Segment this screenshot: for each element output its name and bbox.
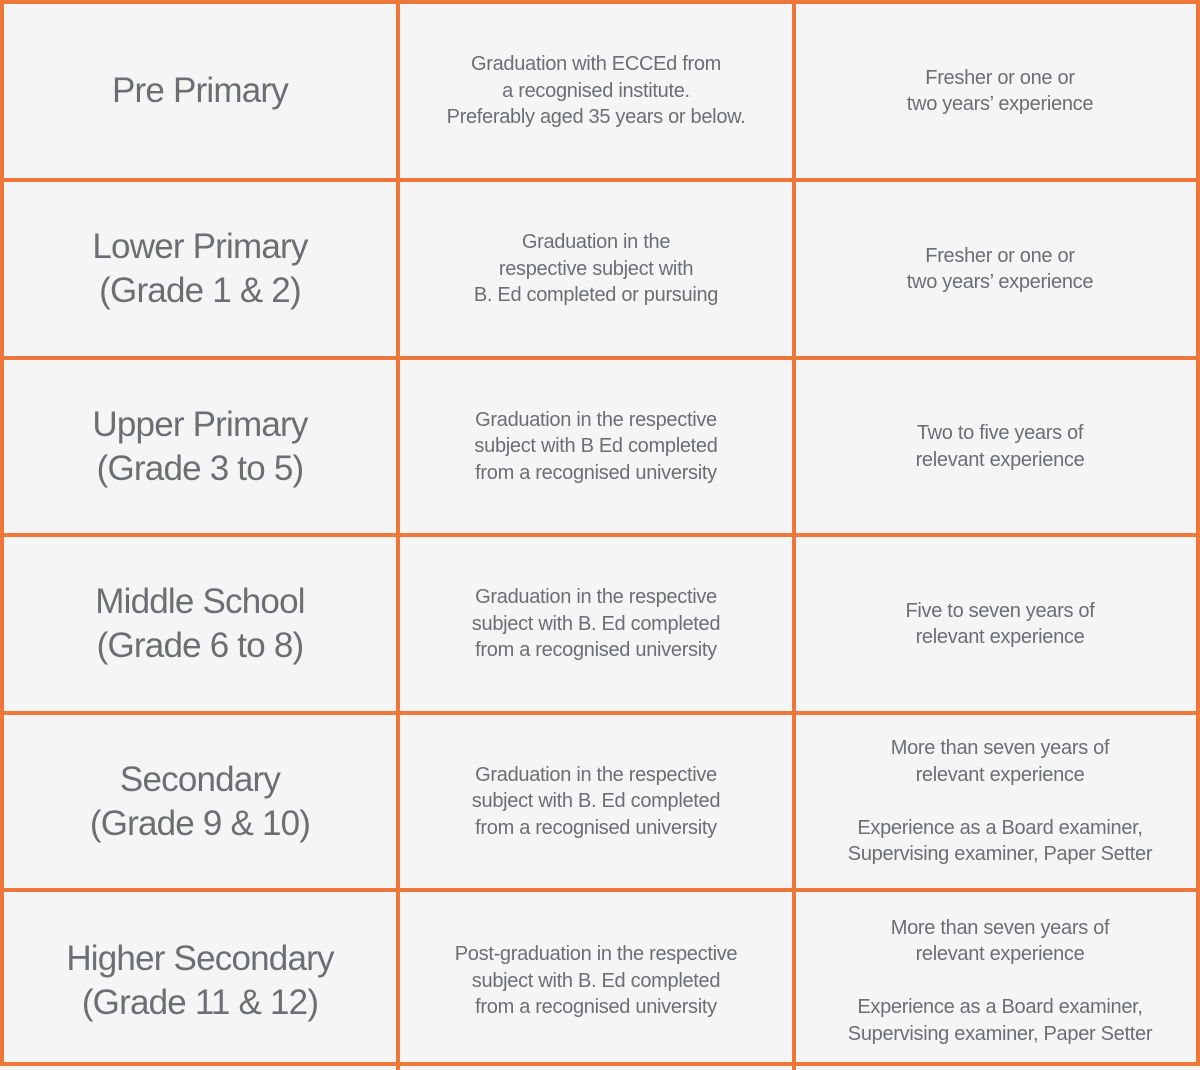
qualification-line: Graduation in the bbox=[521, 231, 671, 254]
experience-cell bbox=[796, 360, 1200, 537]
experience-line: relevant experience bbox=[915, 943, 1085, 966]
experience-line: Fresher or one or bbox=[925, 244, 1075, 267]
grade-level-cell bbox=[4, 537, 400, 715]
grade-level-line: Middle School bbox=[95, 582, 305, 621]
qualification-line: B. Ed completed or pursuing bbox=[473, 284, 719, 307]
grade-level-cell bbox=[4, 360, 400, 537]
experience-line: Five to seven years of bbox=[905, 599, 1095, 622]
grade-level-line: Secondary bbox=[119, 759, 281, 799]
experience-extra-line: Supervising examiner, Paper Setter bbox=[847, 843, 1153, 866]
grade-level-cell bbox=[4, 892, 400, 1070]
experience-cell bbox=[796, 715, 1200, 892]
qualification-line: from a recognised university bbox=[475, 461, 717, 484]
grade-level-line: (Grade 6 to 8) bbox=[96, 626, 304, 665]
experience-cell bbox=[796, 892, 1200, 1070]
experience-cell bbox=[796, 4, 1200, 182]
experience-line: two years’ experience bbox=[906, 93, 1094, 115]
qualification-line: from a recognised university bbox=[475, 639, 717, 662]
qualification-line: Graduation with ECCEd from bbox=[470, 53, 722, 76]
grade-level-line: Upper Primary bbox=[92, 404, 308, 444]
experience-line: More than seven years of bbox=[890, 916, 1110, 939]
experience-line: relevant experience bbox=[915, 626, 1085, 648]
qualification-line: respective subject with bbox=[498, 257, 694, 280]
qualification-line: from a recognised university bbox=[475, 996, 717, 1019]
qualification-line: Post-graduation in the respective bbox=[454, 943, 738, 966]
qualification-line: a recognised institute. bbox=[502, 79, 690, 102]
qualification-cell bbox=[400, 715, 796, 892]
experience-line: Two to five years of bbox=[916, 422, 1084, 444]
qualification-cell bbox=[400, 537, 796, 715]
grade-level-line: Higher Secondary bbox=[66, 939, 334, 978]
qualification-cell bbox=[400, 182, 796, 360]
experience-cell bbox=[796, 182, 1200, 360]
qualification-line: Graduation in the respective bbox=[475, 586, 717, 609]
experience-line: More than seven years of bbox=[890, 737, 1110, 760]
experience-extra-line: Experience as a Board examiner, bbox=[857, 996, 1143, 1019]
experience-line: Fresher or one or bbox=[925, 66, 1075, 89]
grade-level-line: (Grade 1 & 2) bbox=[99, 271, 301, 310]
grade-level-line: (Grade 9 & 10) bbox=[89, 803, 311, 843]
experience-extra-line: Experience as a Board examiner, bbox=[857, 816, 1143, 839]
qualification-line: Preferably aged 35 years or below. bbox=[446, 106, 746, 129]
grade-level-line: (Grade 3 to 5) bbox=[96, 448, 304, 488]
grade-level-line: Pre Primary bbox=[112, 71, 288, 110]
qualification-line: subject with B. Ed completed bbox=[471, 612, 721, 635]
grade-level-line: Lower Primary bbox=[92, 227, 308, 266]
qualification-cell bbox=[400, 4, 796, 182]
qualification-line: subject with B Ed completed bbox=[474, 435, 718, 458]
experience-cell bbox=[796, 537, 1200, 715]
grade-level-line: (Grade 11 & 12) bbox=[81, 983, 319, 1022]
qualification-cell bbox=[400, 360, 796, 537]
experience-line: relevant experience bbox=[915, 763, 1085, 786]
qualification-cell bbox=[400, 892, 796, 1070]
grade-level-cell bbox=[4, 715, 400, 892]
experience-line: relevant experience bbox=[915, 448, 1085, 471]
experience-extra-line: Supervising examiner, Paper Setter bbox=[847, 1022, 1153, 1045]
qualification-line: from a recognised university bbox=[475, 816, 717, 839]
grade-level-cell bbox=[4, 182, 400, 360]
qualification-line: Graduation in the respective bbox=[475, 408, 717, 431]
qualification-line: subject with B. Ed completed bbox=[471, 969, 721, 992]
grade-level-cell bbox=[4, 4, 400, 182]
qualification-line: Graduation in the respective bbox=[475, 763, 717, 786]
experience-line: two years’ experience bbox=[906, 271, 1094, 293]
qualification-line: subject with B. Ed completed bbox=[471, 790, 721, 813]
